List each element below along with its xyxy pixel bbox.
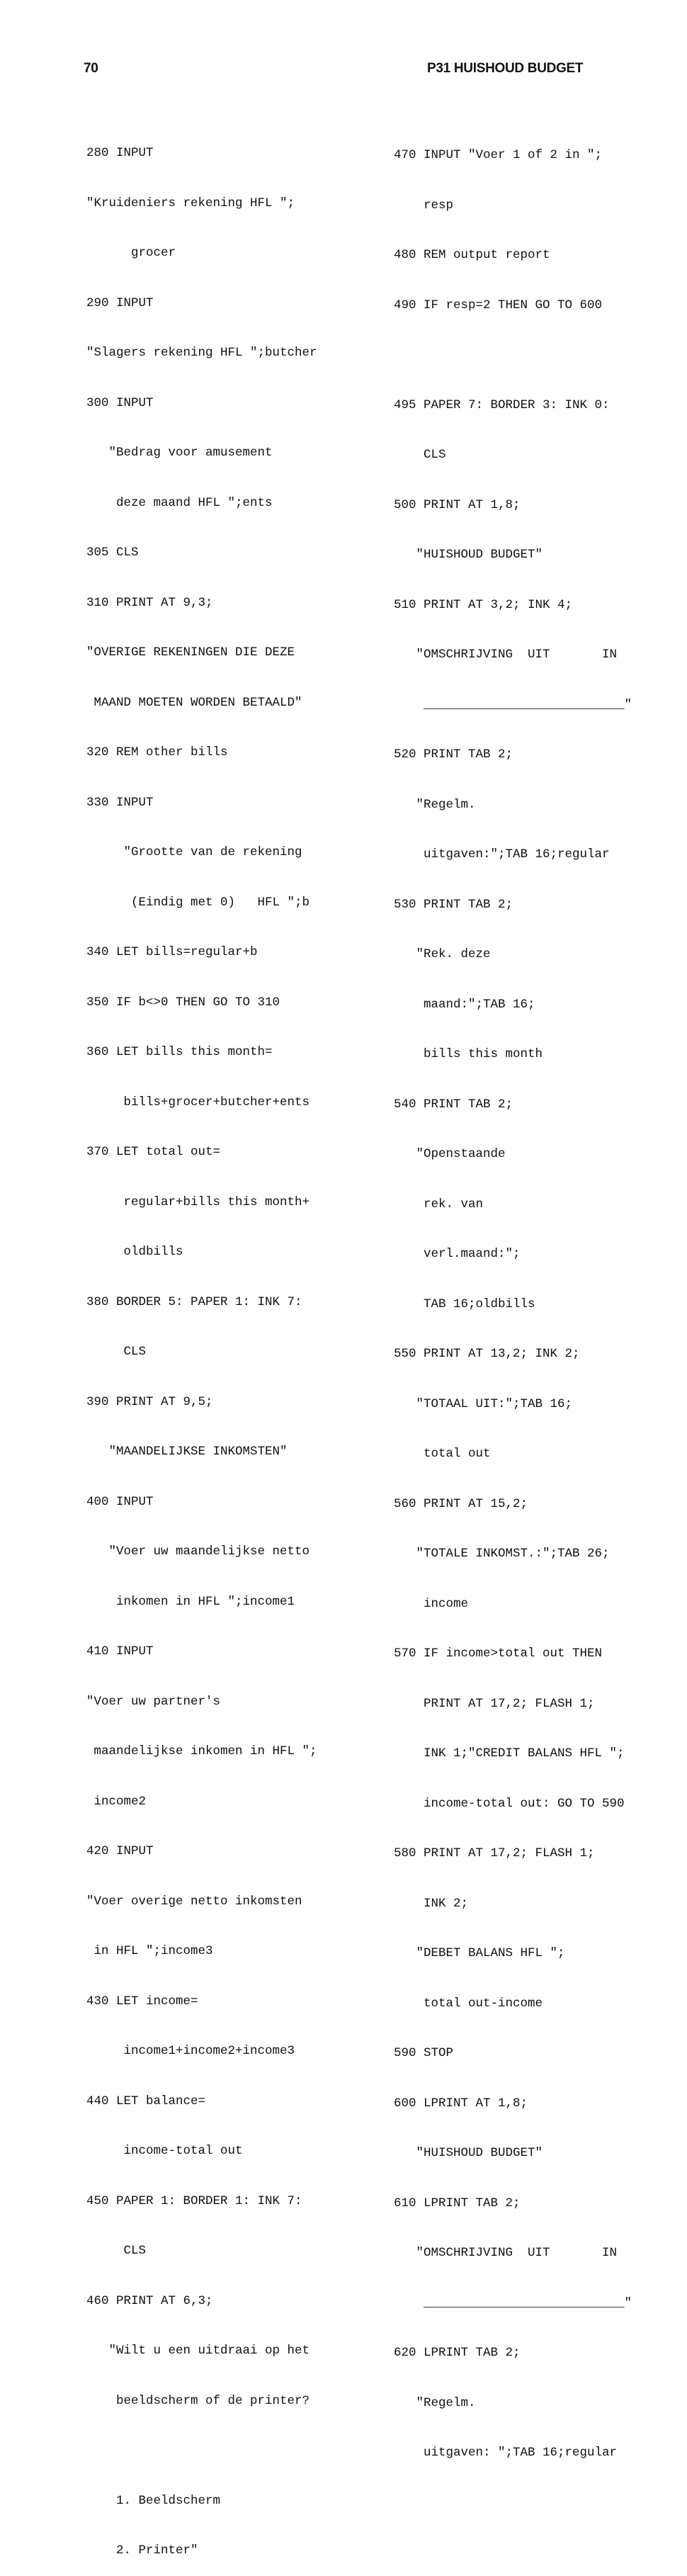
code-line: 280 INPUT <box>86 146 154 160</box>
code-line: 300 INPUT <box>86 395 154 410</box>
code-line: 450 PAPER 1: BORDER 1: INK 7: <box>86 2193 302 2208</box>
code-line: 580 PRINT AT 17,2; FLASH 1; <box>394 1846 595 1860</box>
code-line: CLS <box>394 448 446 462</box>
code-line: 310 PRINT AT 9,3; <box>86 595 213 610</box>
code-line: 2. Printer" <box>86 2543 198 2558</box>
code-line: 400 INPUT <box>86 1494 154 1509</box>
code-line: ___________________________" <box>394 2295 632 2310</box>
code-line: MAAND MOETEN WORDEN BETAALD" <box>86 695 302 710</box>
code-line: resp <box>394 198 454 213</box>
code-line: income1+income2+income3 <box>86 2044 295 2058</box>
code-line: "Rek. deze <box>394 947 491 961</box>
code-line: "Slagers rekening HFL ";butcher <box>86 346 317 360</box>
code-line: INK 2; <box>394 1896 469 1911</box>
code-line: 500 PRINT AT 1,8; <box>394 497 521 512</box>
code-line: TAB 16;oldbills <box>394 1297 535 1311</box>
code-line: 420 INPUT <box>86 1844 154 1858</box>
code-line: "OMSCHRIJVING UIT IN <box>394 648 618 662</box>
code-line: "Openstaande <box>394 1147 506 1161</box>
code-line: maandelijkse inkomen in HFL "; <box>86 1744 317 1758</box>
code-line: income-total out <box>86 2144 243 2158</box>
code-line: uitgaven: ";TAB 16;regular <box>394 2446 618 2460</box>
code-line: 350 IF b<>0 THEN GO TO 310 <box>86 995 280 1010</box>
code-line: "TOTALE INKOMST.:";TAB 26; <box>394 1547 610 1561</box>
code-line: CLS <box>86 1345 147 1359</box>
code-line: 610 LPRINT TAB 2; <box>394 2196 521 2210</box>
code-line: rek. van <box>394 1197 484 1211</box>
code-line: "OVERIGE REKENINGEN DIE DEZE <box>86 645 295 660</box>
code-line: 560 PRINT AT 15,2; <box>394 1496 528 1511</box>
page-number: 70 <box>84 61 98 76</box>
code-line: "HUISHOUD BUDGET" <box>394 548 543 562</box>
code-line: "Regelm. <box>394 797 476 812</box>
code-line: (Eindig met 0) HFL ";b <box>86 895 310 910</box>
code-line: 370 LET total out= <box>86 1145 221 1159</box>
code-line: uitgaven:";TAB 16;regular <box>394 847 610 862</box>
code-line: 440 LET balance= <box>86 2094 206 2108</box>
code-line: "Voer overige netto inkomsten <box>86 1894 302 1909</box>
code-line: oldbills <box>86 1245 183 1259</box>
code-line: 510 PRINT AT 3,2; INK 4; <box>394 597 573 612</box>
code-line: 320 REM other bills <box>86 745 228 759</box>
code-line: "Grootte van de rekening <box>86 845 302 859</box>
code-line <box>394 347 632 364</box>
code-line: total out <box>394 1447 491 1461</box>
code-line: "Voer uw partner's <box>86 1694 221 1709</box>
code-line: total out-income <box>394 1996 543 2011</box>
code-line: 480 REM output report <box>394 248 550 262</box>
code-line: "Kruideniers rekening HFL "; <box>86 196 295 210</box>
code-line: 430 LET income= <box>86 1994 198 2009</box>
code-listing-left-column <box>86 112 317 2576</box>
code-line: in HFL ";income3 <box>86 1944 213 1958</box>
code-line: 340 LET bills=regular+b <box>86 945 258 959</box>
code-line: 540 PRINT TAB 2; <box>394 1097 513 1112</box>
code-listing-right-column <box>394 114 632 2478</box>
code-line: maand:";TAB 16; <box>394 997 535 1012</box>
code-line: 600 LPRINT AT 1,8; <box>394 2096 528 2111</box>
code-line: "Wilt u een uitdraai op het <box>86 2344 310 2358</box>
code-line: "DEBET BALANS HFL "; <box>394 1946 565 1960</box>
code-line: INK 1;"CREDIT BALANS HFL "; <box>394 1746 625 1761</box>
code-line: ___________________________" <box>394 697 632 712</box>
code-line: 330 INPUT <box>86 795 154 810</box>
code-line: beeldscherm of de printer? <box>86 2393 310 2408</box>
code-line <box>86 2443 317 2460</box>
code-line: "HUISHOUD BUDGET" <box>394 2146 543 2160</box>
code-line: 550 PRINT AT 13,2; INK 2; <box>394 1347 580 1361</box>
code-line: 620 LPRINT TAB 2; <box>394 2346 521 2360</box>
code-line: 290 INPUT <box>86 295 154 310</box>
code-line: 360 LET bills this month= <box>86 1045 273 1059</box>
code-line: 470 INPUT "Voer 1 of 2 in "; <box>394 148 603 162</box>
code-line: verl.maand:"; <box>394 1247 521 1261</box>
code-line: 530 PRINT TAB 2; <box>394 897 513 912</box>
code-line: 495 PAPER 7: BORDER 3: INK 0: <box>394 397 610 412</box>
code-line: bills+grocer+butcher+ents <box>86 1095 310 1109</box>
code-line: 570 IF income>total out THEN <box>394 1646 603 1661</box>
code-line: grocer <box>86 246 176 260</box>
code-line: "Regelm. <box>394 2395 476 2410</box>
running-title: P31 HUISHOUD BUDGET <box>427 61 584 76</box>
code-line: inkomen in HFL ";income1 <box>86 1594 295 1609</box>
code-line: "Bedrag voor amusement <box>86 446 273 460</box>
code-line: bills this month <box>394 1047 543 1061</box>
code-line: 305 CLS <box>86 546 139 560</box>
code-line: regular+bills this month+ <box>86 1194 310 1209</box>
code-line: income2 <box>86 1794 147 1809</box>
code-line: "TOTAAL UIT:";TAB 16; <box>394 1396 573 1411</box>
code-line: "OMSCHRIJVING UIT IN <box>394 2246 618 2260</box>
code-line: income-total out: GO TO 590 <box>394 1796 625 1811</box>
code-line: 590 STOP <box>394 2046 454 2060</box>
code-line: 390 PRINT AT 9,5; <box>86 1394 213 1409</box>
code-line: PRINT AT 17,2; FLASH 1; <box>394 1696 595 1711</box>
code-line: 460 PRINT AT 6,3; <box>86 2293 213 2308</box>
code-line: deze maand HFL ";ents <box>86 495 273 510</box>
code-line: income <box>394 1596 469 1611</box>
code-line: 1. Beeldscherm <box>86 2493 221 2508</box>
code-line: 410 INPUT <box>86 1644 154 1659</box>
code-line: 520 PRINT TAB 2; <box>394 747 513 762</box>
code-line: "MAANDELIJKSE INKOMSTEN" <box>86 1445 288 1459</box>
code-line: 380 BORDER 5: PAPER 1: INK 7: <box>86 1294 302 1309</box>
code-line: CLS <box>86 2244 147 2258</box>
code-line: 490 IF resp=2 THEN GO TO 600 <box>394 298 603 312</box>
code-line: "Voer uw maandelijkse netto <box>86 1544 310 1559</box>
